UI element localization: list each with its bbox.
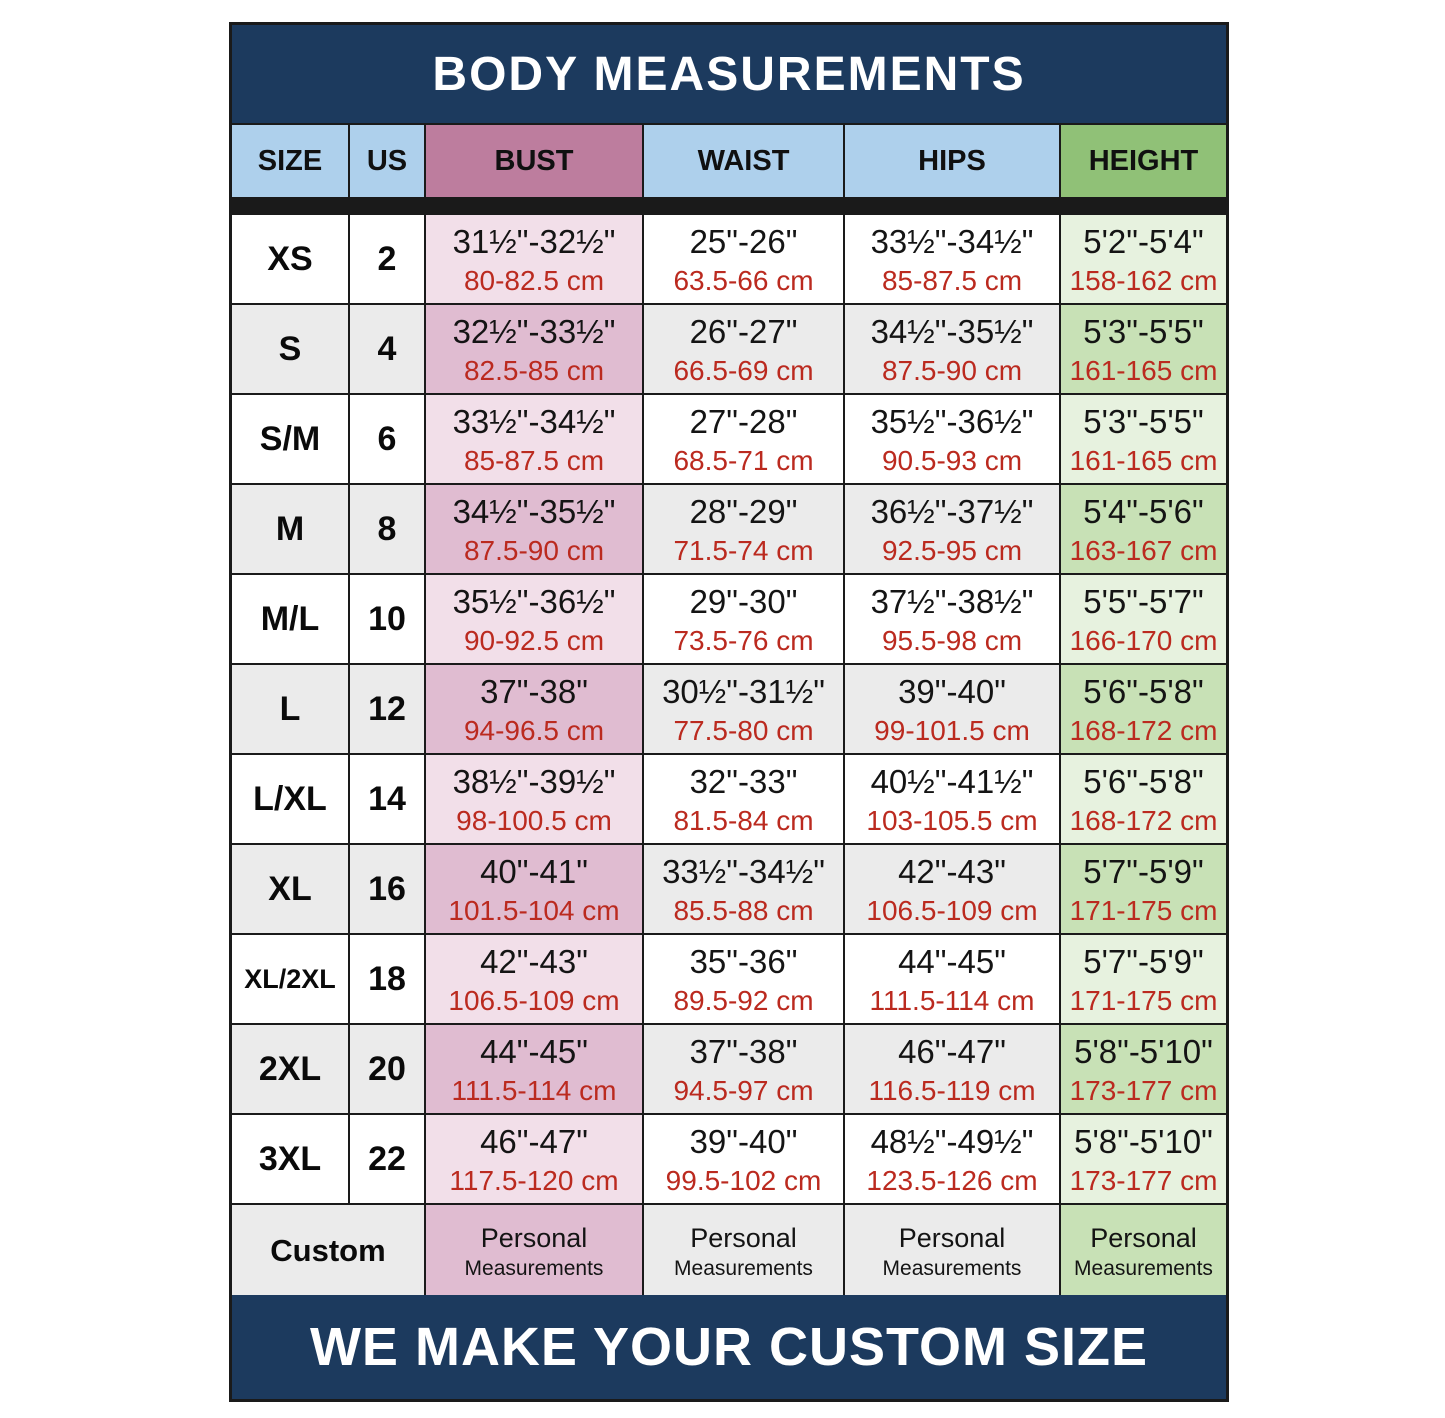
inches-value: 44"-45": [898, 942, 1006, 980]
inches-value: 36½"-37½": [870, 492, 1034, 530]
size-cell: [232, 575, 348, 663]
cm-value: 158-162 cm: [1069, 264, 1218, 296]
inches-value: 40"-41": [480, 852, 588, 890]
custom-size-cell: [232, 1205, 424, 1297]
height-cell: [1061, 755, 1226, 843]
inches-value: 5'2"-5'4": [1083, 222, 1204, 260]
bust-cell: [426, 1025, 642, 1113]
cm-value: 171-175 cm: [1069, 894, 1218, 926]
cm-value: 99-101.5 cm: [874, 714, 1030, 746]
hips-cell: [845, 575, 1059, 663]
size-cell: [232, 1115, 348, 1203]
cm-value: 90-92.5 cm: [463, 624, 605, 656]
cm-value: 89.5-92 cm: [673, 984, 814, 1016]
us-size-label: 22: [368, 1139, 406, 1178]
column-header-hips: HIPS: [845, 125, 1059, 197]
inches-value: 31½"-32½": [452, 222, 616, 260]
hips-cell: [845, 1025, 1059, 1113]
height-personal-cell: [1061, 1205, 1226, 1297]
inches-value: 32"-33": [689, 762, 798, 800]
size-label: L: [279, 689, 301, 728]
waist-personal-cell: [644, 1205, 843, 1297]
inches-value: 34½"-35½": [452, 492, 616, 530]
bust-cell: [426, 485, 642, 573]
cm-value: 87.5-90 cm: [463, 534, 605, 566]
inches-value: 39"-40": [689, 1122, 798, 1160]
inches-value: 30½"-31½": [662, 672, 825, 710]
cm-value: 94.5-97 cm: [673, 1074, 814, 1106]
hips-cell: [845, 1115, 1059, 1203]
inches-value: 38½"-39½": [452, 762, 616, 800]
inches-value: 35½"-36½": [452, 582, 616, 620]
measurements-label: Measurements: [674, 1256, 813, 1280]
cm-value: 168-172 cm: [1069, 804, 1218, 836]
size-label: M/L: [260, 599, 320, 638]
size-label: XL/2XL: [244, 963, 336, 994]
inches-value: 5'7"-5'9": [1083, 942, 1204, 980]
waist-cell: [644, 845, 843, 933]
us-size-cell: [350, 1115, 424, 1203]
bust-cell: [426, 305, 642, 393]
cm-value: 103-105.5 cm: [866, 804, 1038, 836]
us-size-cell: [350, 1025, 424, 1113]
inches-value: 5'4"-5'6": [1083, 492, 1204, 530]
cm-value: 123.5-126 cm: [866, 1164, 1038, 1196]
cm-value: 90.5-93 cm: [881, 444, 1023, 476]
column-header-us: US: [350, 125, 424, 197]
hips-cell: [845, 215, 1059, 303]
waist-cell: [644, 305, 843, 393]
inches-value: 5'3"-5'5": [1083, 312, 1204, 350]
inches-value: 5'6"-5'8": [1083, 762, 1204, 800]
size-cell: [232, 215, 348, 303]
waist-cell: [644, 755, 843, 843]
us-size-label: 10: [368, 599, 406, 638]
size-table: [232, 125, 1226, 1293]
us-size-cell: [350, 755, 424, 843]
cm-value: 63.5-66 cm: [673, 264, 814, 296]
us-size-label: 2: [377, 239, 397, 278]
inches-value: 26"-27": [689, 312, 798, 350]
cm-value: 163-167 cm: [1069, 534, 1218, 566]
us-size-label: 12: [368, 689, 406, 728]
us-size-cell: [350, 395, 424, 483]
size-label: 2XL: [258, 1049, 322, 1088]
column-header-height: HEIGHT: [1061, 125, 1226, 197]
us-size-label: 4: [377, 329, 397, 368]
hips-personal-cell: [845, 1205, 1059, 1297]
height-cell: [1061, 665, 1226, 753]
size-cell: [232, 755, 348, 843]
personal-label: Personal: [1090, 1222, 1197, 1253]
size-cell: [232, 845, 348, 933]
hips-cell: [845, 665, 1059, 753]
chart-footer-text: WE MAKE YOUR CUSTOM SIZE: [309, 1317, 1149, 1377]
us-size-cell: [350, 575, 424, 663]
us-size-cell: [350, 845, 424, 933]
inches-value: 40½"-41½": [870, 762, 1034, 800]
inches-value: 48½"-49½": [870, 1122, 1034, 1160]
us-size-cell: [350, 305, 424, 393]
cm-value: 66.5-69 cm: [673, 354, 814, 386]
cm-value: 85.5-88 cm: [673, 894, 814, 926]
size-cell: [232, 665, 348, 753]
cm-value: 171-175 cm: [1069, 984, 1218, 1016]
personal-label: Personal: [480, 1222, 588, 1253]
size-cell: [232, 1025, 348, 1113]
bust-cell: [426, 935, 642, 1023]
inches-value: 35"-36": [689, 942, 798, 980]
cm-value: 101.5-104 cm: [448, 894, 620, 926]
inches-value: 5'8"-5'10": [1074, 1032, 1213, 1070]
bust-cell: [426, 1115, 642, 1203]
custom-size-label: Custom: [270, 1233, 386, 1268]
inches-value: 37"-38": [689, 1032, 798, 1070]
height-cell: [1061, 485, 1226, 573]
waist-cell: [644, 395, 843, 483]
height-cell: [1061, 1025, 1226, 1113]
column-header-bust: BUST: [426, 125, 642, 197]
height-cell: [1061, 215, 1226, 303]
inches-value: 44"-45": [480, 1032, 588, 1070]
chart-footer-bar: [232, 1295, 1226, 1399]
us-size-label: 8: [377, 509, 397, 548]
measurements-label: Measurements: [1074, 1256, 1213, 1280]
bust-cell: [426, 575, 642, 663]
chart-title-bar: [232, 25, 1226, 123]
column-header-waist: WAIST: [644, 125, 843, 197]
inches-value: 42"-43": [898, 852, 1006, 890]
waist-cell: [644, 1025, 843, 1113]
size-label: S: [278, 329, 302, 368]
cm-value: 71.5-74 cm: [673, 534, 814, 566]
cm-value: 98-100.5 cm: [456, 804, 612, 836]
column-header-size: SIZE: [232, 125, 348, 197]
bust-personal-cell: [426, 1205, 642, 1297]
bust-cell: [426, 755, 642, 843]
chart-title: BODY MEASUREMENTS: [432, 47, 1026, 101]
bust-cell: [426, 665, 642, 753]
inches-value: 46"-47": [898, 1032, 1006, 1070]
inches-value: 29"-30": [689, 582, 798, 620]
inches-value: 5'8"-5'10": [1074, 1122, 1213, 1160]
inches-value: 37"-38": [480, 672, 588, 710]
cm-value: 168-172 cm: [1069, 714, 1218, 746]
cm-value: 85-87.5 cm: [881, 264, 1023, 296]
waist-cell: [644, 485, 843, 573]
inches-value: 25"-26": [689, 222, 798, 260]
height-cell: [1061, 395, 1226, 483]
cm-value: 166-170 cm: [1069, 624, 1218, 656]
cm-value: 173-177 cm: [1069, 1074, 1218, 1106]
waist-cell: [644, 215, 843, 303]
size-label: S/M: [259, 419, 321, 458]
size-cell: [232, 305, 348, 393]
hips-cell: [845, 305, 1059, 393]
us-size-label: 6: [377, 419, 397, 458]
us-size-cell: [350, 935, 424, 1023]
size-label: L/XL: [253, 779, 327, 818]
us-size-label: 16: [368, 869, 406, 908]
us-size-cell: [350, 665, 424, 753]
inches-value: 35½"-36½": [870, 402, 1034, 440]
size-cell: [232, 395, 348, 483]
inches-value: 5'3"-5'5": [1083, 402, 1204, 440]
inches-value: 32½"-33½": [452, 312, 616, 350]
cm-value: 117.5-120 cm: [449, 1164, 619, 1196]
bust-cell: [426, 845, 642, 933]
hips-cell: [845, 485, 1059, 573]
size-label: 3XL: [258, 1139, 322, 1178]
cm-value: 161-165 cm: [1069, 444, 1218, 476]
cm-value: 85-87.5 cm: [463, 444, 605, 476]
cm-value: 73.5-76 cm: [673, 624, 814, 656]
cm-value: 87.5-90 cm: [881, 354, 1023, 386]
cm-value: 106.5-109 cm: [866, 894, 1038, 926]
height-cell: [1061, 1115, 1226, 1203]
cm-value: 111.5-114 cm: [869, 984, 1035, 1016]
hips-cell: [845, 395, 1059, 483]
cm-value: 95.5-98 cm: [881, 624, 1023, 656]
cm-value: 173-177 cm: [1069, 1164, 1218, 1196]
inches-value: 33½"-34½": [452, 402, 616, 440]
inches-value: 27"-28": [689, 402, 798, 440]
inches-value: 5'7"-5'9": [1083, 852, 1204, 890]
cm-value: 77.5-80 cm: [673, 714, 814, 746]
height-cell: [1061, 305, 1226, 393]
size-label: XS: [267, 239, 313, 278]
inches-value: 28"-29": [689, 492, 798, 530]
measurements-label: Measurements: [464, 1256, 604, 1280]
personal-label: Personal: [898, 1222, 1006, 1253]
us-size-cell: [350, 485, 424, 573]
cm-value: 68.5-71 cm: [673, 444, 814, 476]
cm-value: 94-96.5 cm: [463, 714, 605, 746]
inches-value: 46"-47": [480, 1122, 588, 1160]
cm-value: 99.5-102 cm: [665, 1164, 822, 1196]
inches-value: 34½"-35½": [870, 312, 1034, 350]
inches-value: 5'5"-5'7": [1083, 582, 1204, 620]
waist-cell: [644, 1115, 843, 1203]
cm-value: 116.5-119 cm: [868, 1074, 1036, 1106]
waist-cell: [644, 935, 843, 1023]
inches-value: 37½"-38½": [870, 582, 1034, 620]
waist-cell: [644, 665, 843, 753]
cm-value: 80-82.5 cm: [463, 264, 605, 296]
cm-value: 81.5-84 cm: [673, 804, 814, 836]
body-measurements-chart: [229, 22, 1229, 1402]
bust-cell: [426, 395, 642, 483]
cm-value: 92.5-95 cm: [881, 534, 1023, 566]
cm-value: 82.5-85 cm: [463, 354, 605, 386]
measurements-label: Measurements: [882, 1256, 1022, 1280]
us-size-label: 14: [368, 779, 406, 818]
height-cell: [1061, 845, 1226, 933]
personal-label: Personal: [690, 1222, 797, 1253]
inches-value: 39"-40": [898, 672, 1006, 710]
height-cell: [1061, 935, 1226, 1023]
us-size-cell: [350, 215, 424, 303]
waist-cell: [644, 575, 843, 663]
cm-value: 111.5-114 cm: [451, 1074, 617, 1106]
hips-cell: [845, 755, 1059, 843]
cm-value: 161-165 cm: [1069, 354, 1218, 386]
hips-cell: [845, 935, 1059, 1023]
height-cell: [1061, 575, 1226, 663]
inches-value: 33½"-34½": [662, 852, 825, 890]
hips-cell: [845, 845, 1059, 933]
size-label: XL: [268, 869, 312, 908]
inches-value: 33½"-34½": [870, 222, 1034, 260]
inches-value: 5'6"-5'8": [1083, 672, 1204, 710]
inches-value: 42"-43": [480, 942, 588, 980]
cm-value: 106.5-109 cm: [448, 984, 620, 1016]
us-size-label: 18: [368, 959, 406, 998]
size-label: M: [275, 509, 305, 548]
size-cell: [232, 935, 348, 1023]
us-size-label: 20: [368, 1049, 406, 1088]
bust-cell: [426, 215, 642, 303]
size-cell: [232, 485, 348, 573]
